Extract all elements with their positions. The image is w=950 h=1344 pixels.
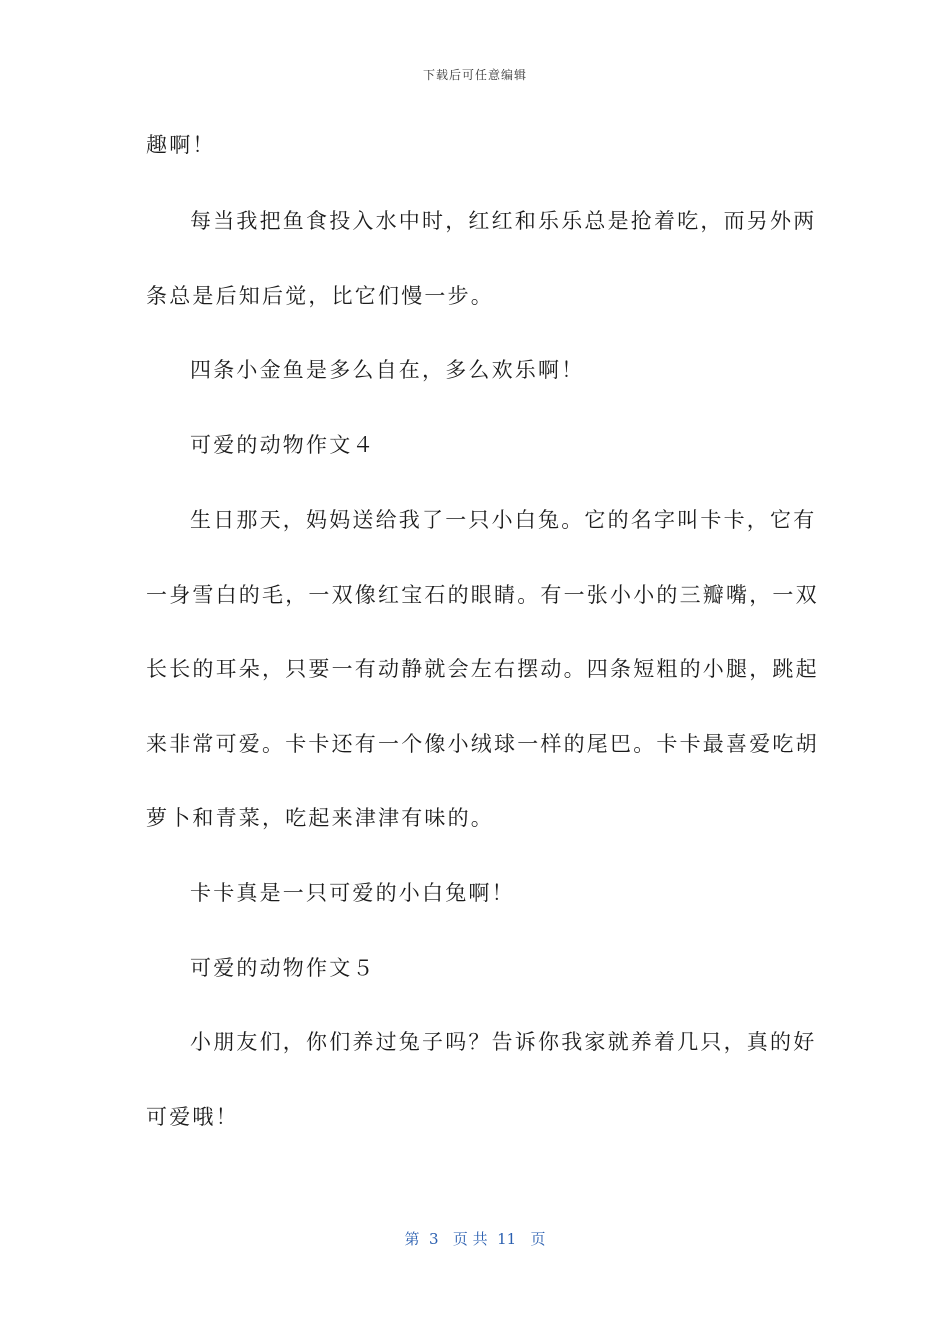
text-line: 条总是后知后觉，比它们慢一步。	[146, 284, 494, 308]
text-line: 萝卜和青菜，吃起来津津有味的。	[146, 806, 494, 830]
text-line: 趣啊！	[146, 133, 216, 157]
section-heading: 可爱的动物作文５	[190, 956, 376, 980]
page-header: 下载后可任意编辑	[422, 68, 527, 82]
page-number-footer: 第 3 页 共 11 页	[404, 1230, 546, 1248]
paragraph-start: 四条小金鱼是多么自在，多么欢乐啊！	[190, 358, 585, 382]
text-line: 长长的耳朵，只要一有动静就会左右摆动。四条短粗的小腿，跳起	[146, 657, 819, 681]
paragraph-start: 卡卡真是一只可爱的小白兔啊！	[190, 881, 515, 905]
paragraph-start: 生日那天，妈妈送给我了一只小白兔。它的名字叫卡卡，它有	[190, 508, 817, 532]
text-line: 可爱哦！	[146, 1105, 239, 1129]
section-heading: 可爱的动物作文４	[190, 433, 376, 457]
paragraph-start: 每当我把鱼食投入水中时，红红和乐乐总是抢着吃，而另外两	[190, 209, 817, 233]
text-line: 一身雪白的毛，一双像红宝石的眼睛。有一张小小的三瓣嘴，一双	[146, 583, 819, 607]
paragraph-start: 小朋友们，你们养过兔子吗？告诉你我家就养着几只，真的好	[190, 1030, 817, 1054]
text-line: 来非常可爱。卡卡还有一个像小绒球一样的尾巴。卡卡最喜爱吃胡	[146, 732, 819, 756]
